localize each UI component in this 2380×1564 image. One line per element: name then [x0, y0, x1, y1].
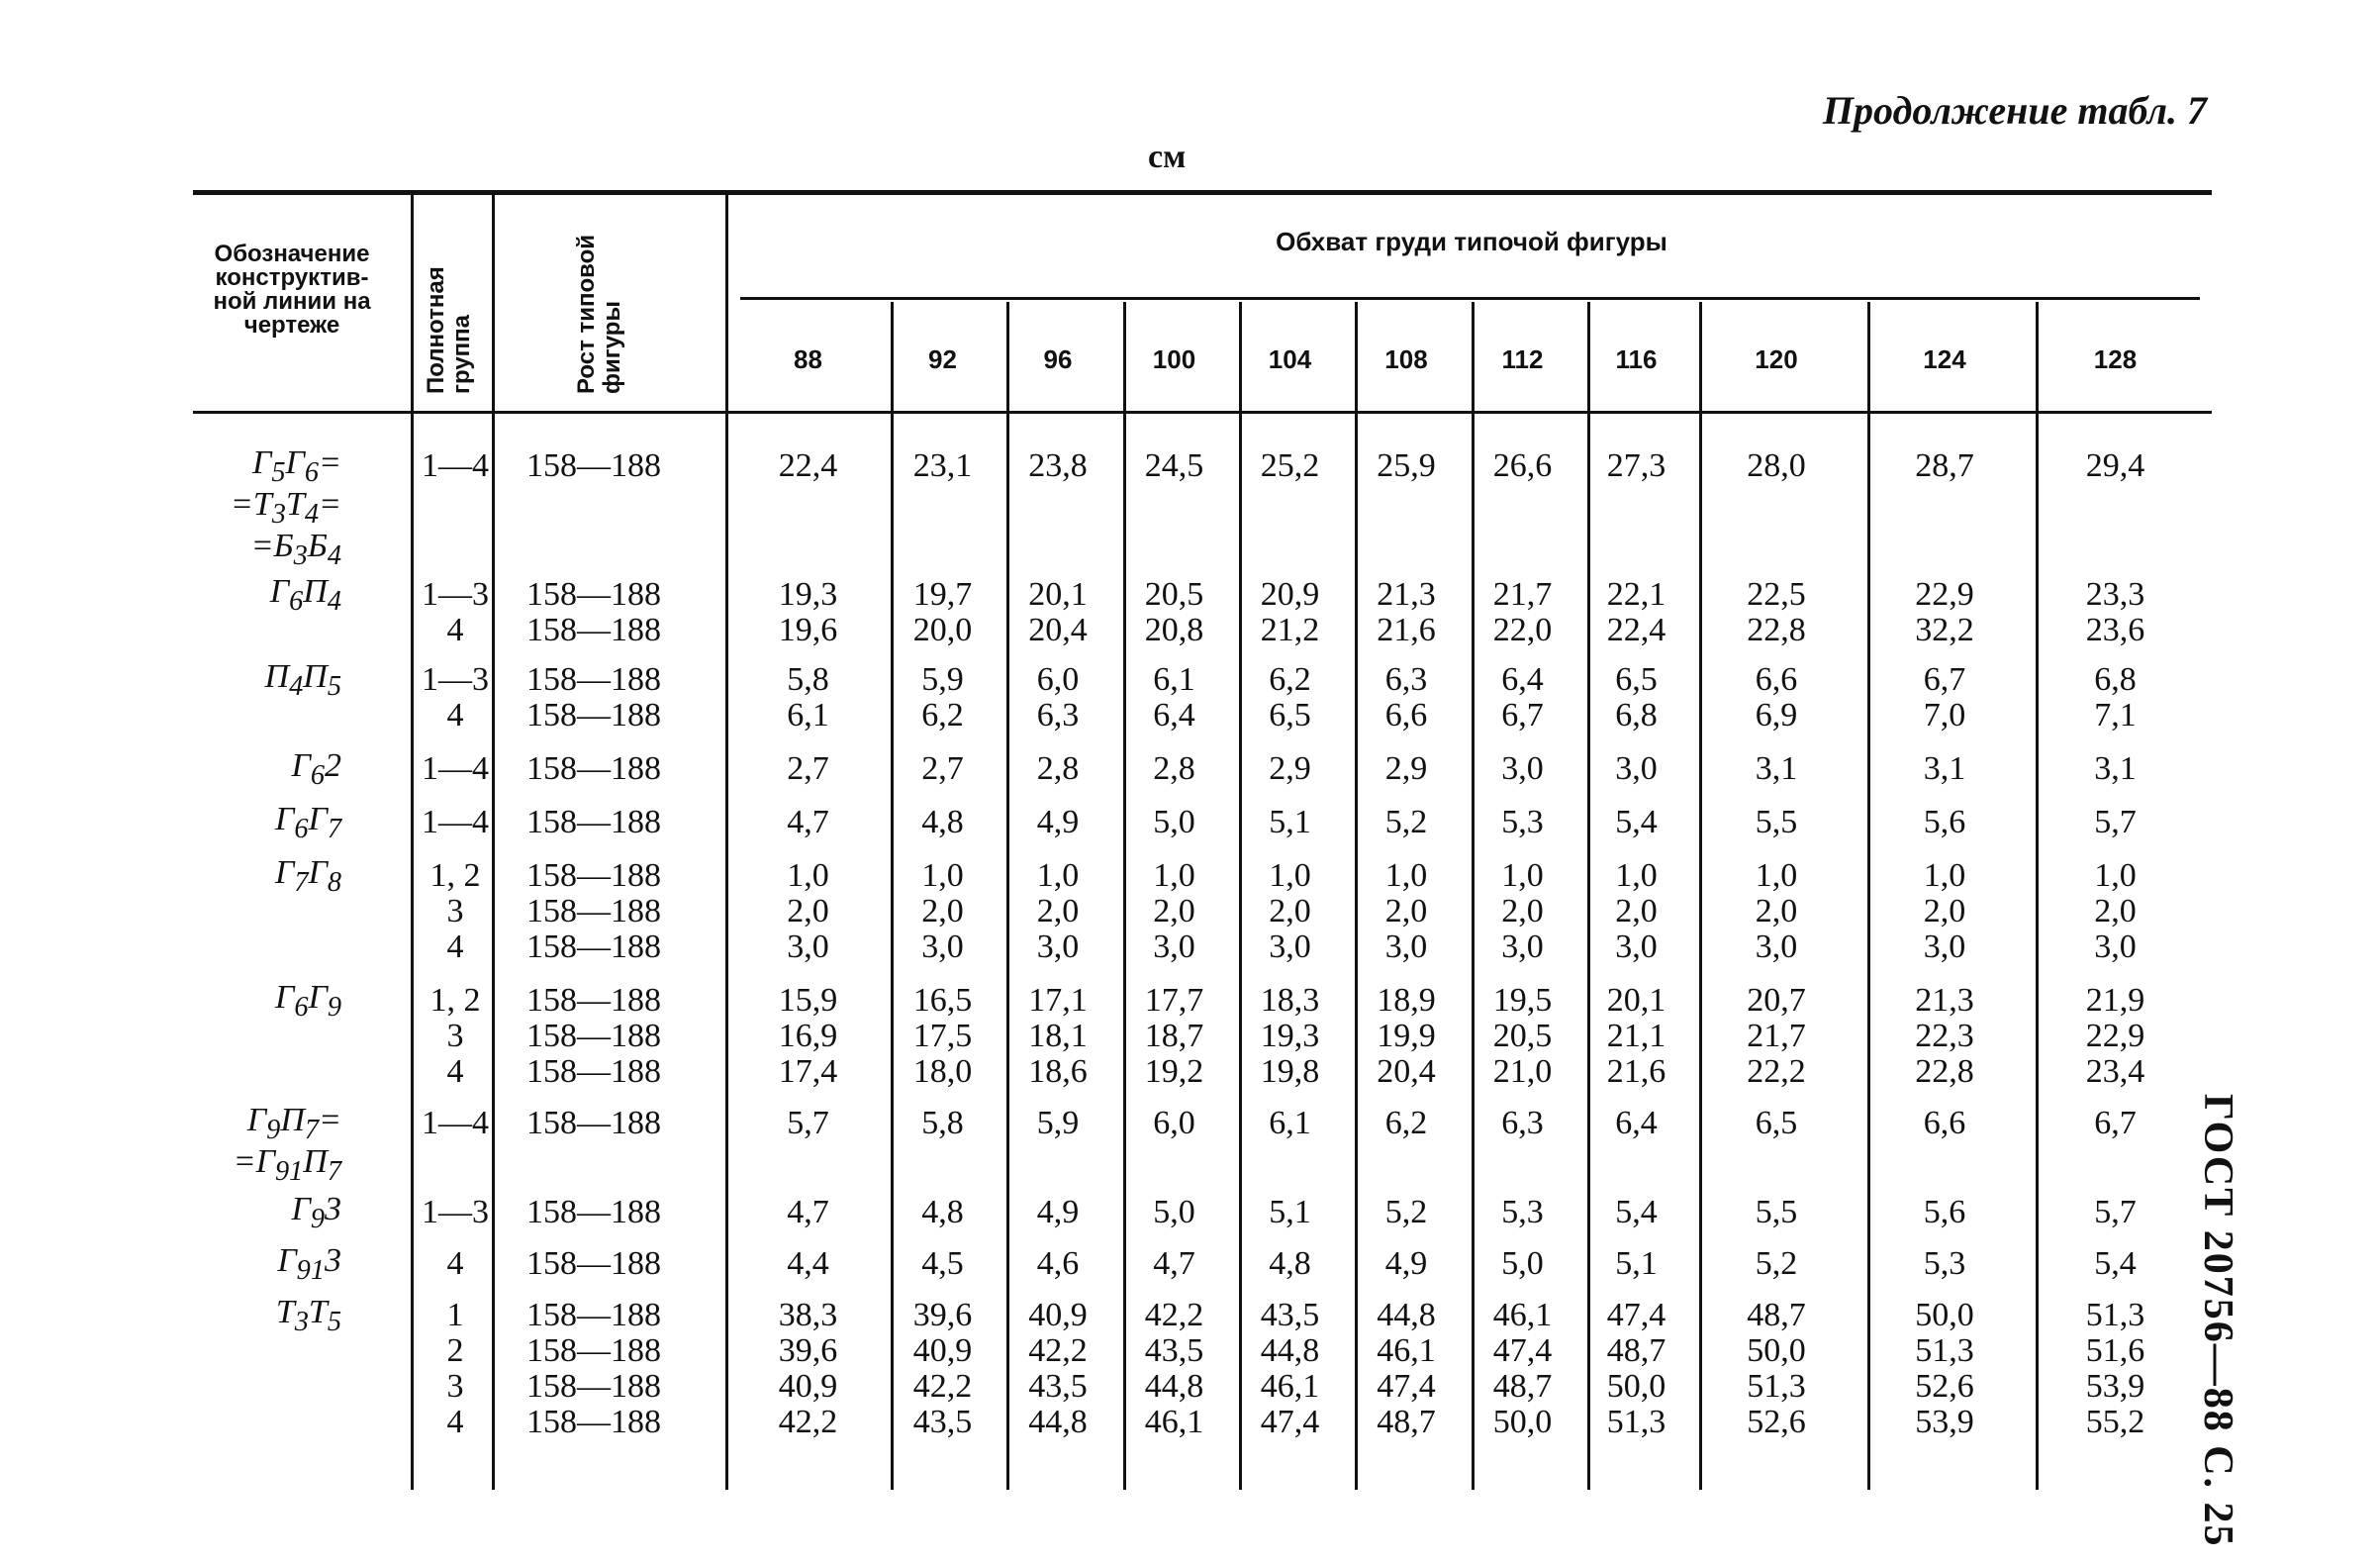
value-cell: 19,7	[912, 576, 973, 613]
table-caption: Продолжение табл. 7	[1822, 88, 2207, 133]
row-group: 1—3	[422, 1194, 489, 1230]
value-cell: 3,0	[1755, 929, 1798, 965]
value-cell: 18,3	[1260, 982, 1320, 1019]
value-cell: 5,0	[1501, 1245, 1544, 1282]
value-cell: 3,0	[1153, 929, 1195, 965]
row-designation: $Г_62$	[291, 747, 341, 791]
value-cell: 4,7	[1153, 1245, 1195, 1282]
value-cell: 2,9	[1269, 750, 1311, 787]
value-cell: 44,8	[1144, 1368, 1204, 1405]
value-cell: 20,0	[912, 612, 973, 648]
value-cell: 21,1	[1606, 1018, 1666, 1054]
value-cell: 43,5	[912, 1404, 973, 1440]
value-cell: 21,3	[1915, 982, 1974, 1019]
value-cell: 51,3	[1915, 1332, 1974, 1369]
value-cell: 1,0	[1036, 857, 1080, 894]
row-group: 1—3	[422, 576, 489, 613]
value-cell: 5,7	[787, 1105, 829, 1141]
value-cell: 5,4	[1615, 804, 1658, 840]
value-cell: 19,5	[1492, 982, 1553, 1019]
column-header: 88	[794, 344, 822, 374]
value-cell: 6,5	[1755, 1105, 1798, 1141]
row-group: 1—4	[422, 447, 489, 484]
row-height: 158—188	[526, 1245, 661, 1282]
value-cell: 3,0	[1501, 750, 1544, 787]
value-cell: 1,0	[787, 857, 829, 894]
value-cell: 6,6	[1923, 1105, 1966, 1141]
value-cell: 53,9	[1915, 1404, 1974, 1440]
value-cell: 19,3	[1260, 1018, 1320, 1054]
value-cell: 1,0	[1615, 857, 1658, 894]
value-cell: 25,9	[1377, 447, 1436, 484]
row-group: 1—4	[422, 750, 489, 787]
chest-region-rule	[725, 193, 728, 1490]
value-cell: 21,0	[1492, 1053, 1553, 1090]
value-cell: 3,1	[2094, 750, 2137, 787]
value-cell: 3,0	[1384, 929, 1428, 965]
value-cell: 46,1	[1260, 1368, 1320, 1405]
value-cell: 6,0	[1036, 661, 1080, 698]
row-height: 158—188	[526, 1368, 661, 1405]
value-cell: 19,9	[1377, 1018, 1436, 1054]
header-height: Рост типовой фигуры	[573, 234, 625, 394]
row-group: 4	[446, 1404, 464, 1440]
value-cell: 20,4	[1377, 1053, 1436, 1090]
value-cell: 22,8	[1915, 1053, 1974, 1090]
value-cell: 3,0	[787, 929, 829, 965]
value-cell: 2,7	[787, 750, 829, 787]
value-cell: 39,6	[778, 1332, 838, 1369]
value-cell: 4,4	[787, 1245, 829, 1282]
value-cell: 16,9	[778, 1018, 838, 1054]
value-cell: 6,0	[1153, 1105, 1195, 1141]
value-cell: 20,5	[1144, 576, 1204, 613]
value-cell: 20,1	[1606, 982, 1666, 1019]
value-cell: 5,2	[1384, 1194, 1428, 1230]
value-cell: 27,3	[1606, 447, 1666, 484]
value-cell: 6,5	[1269, 697, 1311, 733]
value-cell: 50,0	[1747, 1332, 1806, 1369]
value-cell: 47,4	[1492, 1332, 1553, 1369]
column-rule	[411, 193, 414, 1490]
header-designation: Обозначение конструктив- ной линии на чертеже	[213, 241, 371, 339]
value-cell: 21,6	[1606, 1053, 1666, 1090]
value-cell: 18,1	[1028, 1018, 1088, 1054]
value-cell: 1,0	[1153, 857, 1195, 894]
row-height: 158—188	[526, 929, 661, 965]
value-cell: 5,3	[1501, 804, 1544, 840]
row-designation: $Г_93$	[291, 1191, 341, 1234]
value-cell: 20,8	[1144, 612, 1204, 648]
value-cell: 52,6	[1915, 1368, 1974, 1405]
row-designation: $Г_6П_4$	[269, 573, 341, 617]
value-cell: 47,4	[1606, 1297, 1666, 1333]
row-height: 158—188	[526, 750, 661, 787]
row-height: 158—188	[526, 893, 661, 929]
value-cell: 17,1	[1028, 982, 1088, 1019]
value-cell: 5,5	[1755, 1194, 1798, 1230]
value-cell: 21,7	[1747, 1018, 1806, 1054]
column-header: 128	[2093, 344, 2138, 374]
value-cell: 5,4	[1615, 1194, 1658, 1230]
row-height: 158—188	[526, 576, 661, 613]
value-cell: 46,1	[1492, 1297, 1553, 1333]
column-header: 104	[1268, 344, 1312, 374]
value-cell: 4,8	[1269, 1245, 1311, 1282]
value-cell: 6,8	[1615, 697, 1658, 733]
value-cell: 29,4	[2085, 447, 2145, 484]
value-cell: 6,7	[2094, 1105, 2137, 1141]
value-cell: 22,4	[778, 447, 838, 484]
row-height: 158—188	[526, 1053, 661, 1090]
value-cell: 22,3	[1915, 1018, 1974, 1054]
row-height: 158—188	[526, 447, 661, 484]
row-group: 4	[446, 697, 464, 733]
value-cell: 5,1	[1269, 804, 1311, 840]
value-cell: 3,1	[1923, 750, 1966, 787]
row-group: 3	[446, 1368, 464, 1405]
value-cell: 23,4	[2085, 1053, 2145, 1090]
value-cell: 1,0	[1384, 857, 1428, 894]
value-cell: 44,8	[1377, 1297, 1436, 1333]
value-cell: 6,4	[1153, 697, 1195, 733]
value-cell: 5,1	[1269, 1194, 1311, 1230]
row-group: 4	[446, 1053, 464, 1090]
value-cell: 48,7	[1377, 1404, 1436, 1440]
column-header: 124	[1923, 344, 1966, 374]
value-cell: 43,5	[1260, 1297, 1320, 1333]
row-height: 158—188	[526, 1105, 661, 1141]
value-cell: 19,3	[778, 576, 838, 613]
header-chest: Обхват груди типочой фигуры	[1276, 227, 1667, 256]
value-cell: 20,5	[1492, 1018, 1553, 1054]
column-header: 112	[1501, 344, 1544, 374]
value-cell: 5,0	[1153, 804, 1195, 840]
value-cell: 25,2	[1260, 447, 1320, 484]
row-height: 158—188	[526, 804, 661, 840]
value-cell: 1,0	[1269, 857, 1311, 894]
value-cell: 52,6	[1747, 1404, 1806, 1440]
value-cell: 46,1	[1144, 1404, 1204, 1440]
value-cell: 28,7	[1915, 447, 1974, 484]
row-group: 1, 2	[429, 982, 481, 1019]
value-cell: 2,0	[1501, 893, 1544, 929]
row-designation: $П_4П_5$	[264, 658, 341, 702]
row-group: 1	[446, 1297, 464, 1333]
value-cell: 6,7	[1501, 697, 1544, 733]
value-cell: 3,1	[1755, 750, 1798, 787]
value-cell: 5,6	[1923, 804, 1966, 840]
value-cell: 40,9	[912, 1332, 973, 1369]
value-cell: 2,0	[1755, 893, 1798, 929]
value-cell: 22,9	[1915, 576, 1974, 613]
value-cell: 23,8	[1028, 447, 1088, 484]
row-height: 158—188	[526, 1194, 661, 1230]
row-designation: $Г_6Г_7$	[274, 801, 341, 844]
value-cell: 2,0	[2094, 893, 2137, 929]
value-cell: 21,9	[2085, 982, 2145, 1019]
value-cell: 6,9	[1755, 697, 1798, 733]
value-cell: 1,0	[1755, 857, 1798, 894]
row-height: 158—188	[526, 857, 661, 894]
value-cell: 4,8	[921, 804, 964, 840]
value-cell: 40,9	[778, 1368, 838, 1405]
value-cell: 51,3	[1606, 1404, 1666, 1440]
column-header: 92	[928, 344, 957, 374]
value-cell: 4,9	[1036, 1194, 1080, 1230]
row-height: 158—188	[526, 1404, 661, 1440]
value-cell: 6,6	[1755, 661, 1798, 698]
value-cell: 51,3	[1747, 1368, 1806, 1405]
value-cell: 23,6	[2085, 612, 2145, 648]
value-cell: 22,5	[1747, 576, 1806, 613]
chest-header-rule	[740, 297, 2200, 300]
value-cell: 2,0	[921, 893, 964, 929]
column-header: 100	[1152, 344, 1196, 374]
value-cell: 6,2	[1269, 661, 1311, 698]
column-header: 120	[1755, 344, 1798, 374]
value-cell: 3,0	[1036, 929, 1080, 965]
value-cell: 2,0	[787, 893, 829, 929]
value-cell: 22,2	[1747, 1053, 1806, 1090]
value-cell: 3,0	[1501, 929, 1544, 965]
value-cell: 5,5	[1755, 804, 1798, 840]
value-cell: 20,7	[1747, 982, 1806, 1019]
value-cell: 22,8	[1747, 612, 1806, 648]
row-group: 1—3	[422, 661, 489, 698]
row-designation: $Г_5Г_6=$ $=Т_3Т_4=$ $=Б_3Б_4$	[230, 444, 341, 571]
row-group: 4	[446, 1245, 464, 1282]
value-cell: 5,2	[1384, 804, 1428, 840]
value-cell: 5,6	[1923, 1194, 1966, 1230]
value-cell: 42,2	[912, 1368, 973, 1405]
value-cell: 38,3	[778, 1297, 838, 1333]
value-cell: 15,9	[778, 982, 838, 1019]
standard-page-label: ГОСТ 20756—88 С. 25	[2195, 1094, 2240, 1548]
value-cell: 50,0	[1915, 1297, 1974, 1333]
value-cell: 2,0	[1384, 893, 1428, 929]
row-group: 2	[446, 1332, 464, 1369]
column-rule	[891, 302, 894, 1490]
value-cell: 5,1	[1615, 1245, 1658, 1282]
value-cell: 43,5	[1144, 1332, 1204, 1369]
value-cell: 6,2	[1384, 1105, 1428, 1141]
value-cell: 4,7	[787, 1194, 829, 1230]
value-cell: 20,1	[1028, 576, 1088, 613]
value-cell: 5,8	[787, 661, 829, 698]
row-designation: $Г_{91}3$	[277, 1242, 341, 1286]
column-rule	[492, 193, 495, 1490]
value-cell: 5,4	[2094, 1245, 2137, 1282]
value-cell: 16,5	[912, 982, 973, 1019]
column-header: 116	[1615, 344, 1658, 374]
value-cell: 51,3	[2085, 1297, 2145, 1333]
value-cell: 22,1	[1606, 576, 1666, 613]
value-cell: 2,8	[1036, 750, 1080, 787]
column-header: 108	[1384, 344, 1428, 374]
value-cell: 6,2	[921, 697, 964, 733]
value-cell: 24,5	[1144, 447, 1204, 484]
row-height: 158—188	[526, 1332, 661, 1369]
value-cell: 17,5	[912, 1018, 973, 1054]
value-cell: 19,6	[778, 612, 838, 648]
value-cell: 6,5	[1615, 661, 1658, 698]
row-height: 158—188	[526, 661, 661, 698]
row-group: 4	[446, 929, 464, 965]
row-height: 158—188	[526, 612, 661, 648]
value-cell: 2,0	[1153, 893, 1195, 929]
row-group: 3	[446, 893, 464, 929]
column-header: 96	[1043, 344, 1073, 374]
value-cell: 3,0	[1615, 929, 1658, 965]
value-cell: 6,1	[1269, 1105, 1311, 1141]
value-cell: 6,3	[1501, 1105, 1544, 1141]
row-designation: $Т_3Т_5$	[275, 1294, 341, 1337]
value-cell: 18,0	[912, 1053, 973, 1090]
value-cell: 6,3	[1384, 661, 1428, 698]
value-cell: 20,9	[1260, 576, 1320, 613]
value-cell: 55,2	[2085, 1404, 2145, 1440]
value-cell: 6,6	[1384, 697, 1428, 733]
row-designation: $Г_6Г_9$	[274, 979, 341, 1023]
value-cell: 2,0	[1615, 893, 1658, 929]
header-bottom-rule	[193, 411, 2212, 414]
value-cell: 6,3	[1036, 697, 1080, 733]
value-cell: 6,1	[787, 697, 829, 733]
row-height: 158—188	[526, 697, 661, 733]
value-cell: 4,9	[1384, 1245, 1428, 1282]
value-cell: 42,2	[778, 1404, 838, 1440]
value-cell: 6,7	[1923, 661, 1966, 698]
value-cell: 17,4	[778, 1053, 838, 1090]
row-group: 1, 2	[429, 857, 481, 894]
value-cell: 4,6	[1036, 1245, 1080, 1282]
value-cell: 53,9	[2085, 1368, 2145, 1405]
header-group: Полнотная группа	[423, 266, 475, 394]
row-group: 1—4	[422, 1105, 489, 1141]
value-cell: 50,0	[1492, 1404, 1553, 1440]
value-cell: 23,3	[2085, 576, 2145, 613]
value-cell: 48,7	[1606, 1332, 1666, 1369]
value-cell: 5,7	[2094, 1194, 2137, 1230]
value-cell: 44,8	[1260, 1332, 1320, 1369]
value-cell: 28,0	[1747, 447, 1806, 484]
value-cell: 47,4	[1260, 1404, 1320, 1440]
value-cell: 3,0	[2094, 929, 2137, 965]
value-cell: 47,4	[1377, 1368, 1436, 1405]
value-cell: 1,0	[2094, 857, 2137, 894]
value-cell: 18,6	[1028, 1053, 1088, 1090]
value-cell: 23,1	[912, 447, 973, 484]
value-cell: 5,3	[1923, 1245, 1966, 1282]
value-cell: 4,5	[921, 1245, 964, 1282]
value-cell: 51,6	[2085, 1332, 2145, 1369]
value-cell: 1,0	[921, 857, 964, 894]
value-cell: 5,2	[1755, 1245, 1798, 1282]
value-cell: 2,0	[1923, 893, 1966, 929]
value-cell: 22,4	[1606, 612, 1666, 648]
value-cell: 3,0	[921, 929, 964, 965]
value-cell: 6,8	[2094, 661, 2137, 698]
value-cell: 42,2	[1144, 1297, 1204, 1333]
value-cell: 5,9	[1036, 1105, 1080, 1141]
row-group: 4	[446, 612, 464, 648]
value-cell: 39,6	[912, 1297, 973, 1333]
value-cell: 21,2	[1260, 612, 1320, 648]
value-cell: 7,1	[2094, 697, 2137, 733]
value-cell: 17,7	[1144, 982, 1204, 1019]
value-cell: 22,9	[2085, 1018, 2145, 1054]
value-cell: 6,4	[1501, 661, 1544, 698]
value-cell: 4,8	[921, 1194, 964, 1230]
value-cell: 3,0	[1269, 929, 1311, 965]
value-cell: 44,8	[1028, 1404, 1088, 1440]
value-cell: 42,2	[1028, 1332, 1088, 1369]
value-cell: 48,7	[1747, 1297, 1806, 1333]
value-cell: 1,0	[1501, 857, 1544, 894]
value-cell: 1,0	[1923, 857, 1966, 894]
row-designation: $Г_7Г_8$	[274, 854, 341, 898]
value-cell: 7,0	[1923, 697, 1966, 733]
value-cell: 43,5	[1028, 1368, 1088, 1405]
value-cell: 2,7	[921, 750, 964, 787]
value-cell: 3,0	[1615, 750, 1658, 787]
value-cell: 21,7	[1492, 576, 1553, 613]
value-cell: 19,8	[1260, 1053, 1320, 1090]
value-cell: 6,1	[1153, 661, 1195, 698]
value-cell: 21,6	[1377, 612, 1436, 648]
value-cell: 48,7	[1492, 1368, 1553, 1405]
value-cell: 4,7	[787, 804, 829, 840]
value-cell: 5,0	[1153, 1194, 1195, 1230]
row-group: 3	[446, 1018, 464, 1054]
value-cell: 5,3	[1501, 1194, 1544, 1230]
value-cell: 26,6	[1492, 447, 1553, 484]
value-cell: 6,4	[1615, 1105, 1658, 1141]
value-cell: 21,3	[1377, 576, 1436, 613]
row-designation: $Г_9П_7=$ $=Г_{91}П_7$	[233, 1102, 341, 1187]
value-cell: 19,2	[1144, 1053, 1204, 1090]
row-group: 1—4	[422, 804, 489, 840]
value-cell: 18,7	[1144, 1018, 1204, 1054]
unit-label: см	[1148, 139, 1187, 175]
value-cell: 2,0	[1269, 893, 1311, 929]
value-cell: 5,7	[2094, 804, 2137, 840]
value-cell: 2,0	[1036, 893, 1080, 929]
row-height: 158—188	[526, 1297, 661, 1333]
value-cell: 5,9	[921, 661, 964, 698]
value-cell: 2,8	[1153, 750, 1195, 787]
value-cell: 20,4	[1028, 612, 1088, 648]
value-cell: 4,9	[1036, 804, 1080, 840]
value-cell: 40,9	[1028, 1297, 1088, 1333]
value-cell: 18,9	[1377, 982, 1436, 1019]
value-cell: 46,1	[1377, 1332, 1436, 1369]
row-height: 158—188	[526, 982, 661, 1019]
value-cell: 2,9	[1384, 750, 1428, 787]
value-cell: 50,0	[1606, 1368, 1666, 1405]
value-cell: 32,2	[1915, 612, 1974, 648]
row-height: 158—188	[526, 1018, 661, 1054]
value-cell: 5,8	[921, 1105, 964, 1141]
value-cell: 22,0	[1492, 612, 1553, 648]
table-top-rule	[193, 190, 2212, 195]
value-cell: 3,0	[1923, 929, 1966, 965]
